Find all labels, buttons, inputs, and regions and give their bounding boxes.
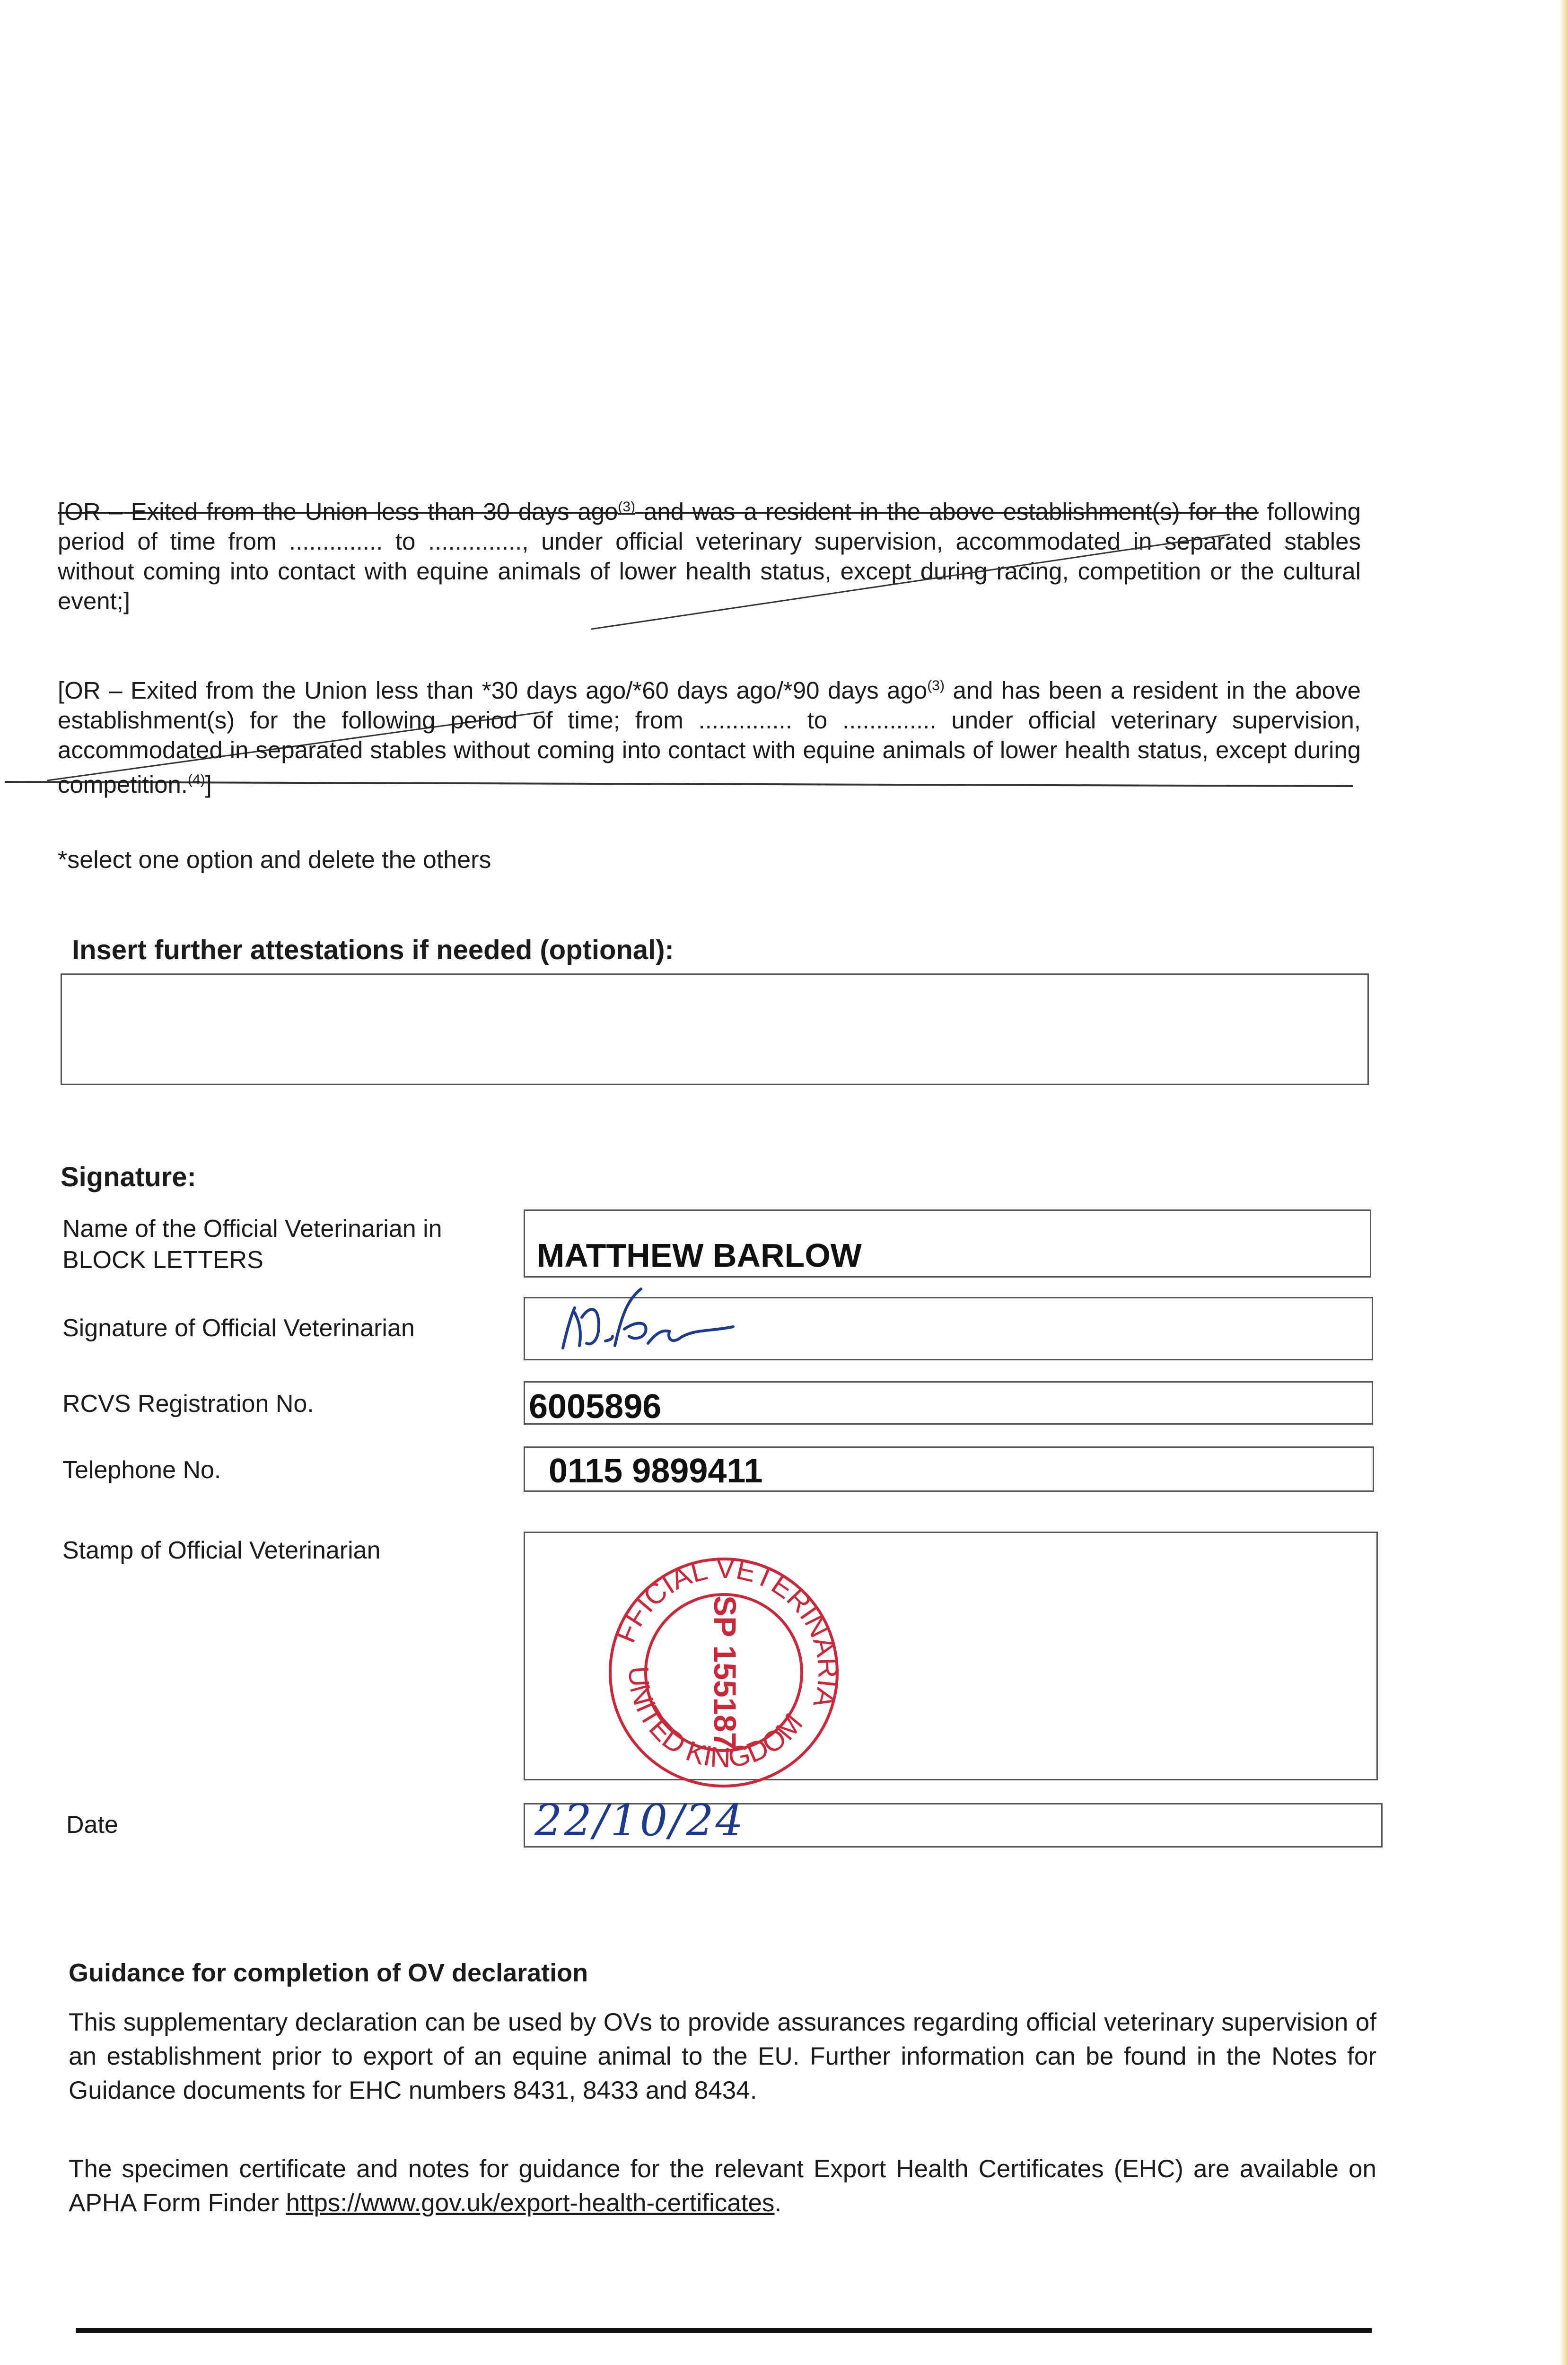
name-field[interactable] bbox=[524, 1209, 1371, 1278]
stamp-field[interactable] bbox=[524, 1532, 1378, 1780]
name-label: Name of the Official Veterinarian in BLOCK LETTERS bbox=[62, 1215, 442, 1274]
signature-mark bbox=[553, 1284, 837, 1360]
export-health-certificates-link[interactable]: https://www.gov.uk/export-health-certificates bbox=[286, 2189, 775, 2217]
stamp-bottom-text: UNITED KINGDOM bbox=[622, 1665, 809, 1774]
date-value: 22/10/24 bbox=[534, 1795, 745, 1846]
option-2-text: [OR – Exited from the Union less than *30 days ago/*60 days ago/*90 days ago$^{(3)}$ and has been a resident in the above establishment(s) for the following period of time; from .............. to .............. under official veterinary supervision, accommodated in separated stables without coming into contact with equine animals of lower health status, except during competition.$^{(4)}$] bbox=[58, 677, 1361, 798]
select-option-note: *select one option and delete the others bbox=[58, 846, 491, 874]
stamp-label: Stamp of Official Veterinarian bbox=[62, 1537, 381, 1564]
signature-field[interactable] bbox=[524, 1297, 1373, 1360]
stamp-number: SP 155187 bbox=[708, 1595, 743, 1750]
signature-label: Signature of Official Veterinarian bbox=[62, 1314, 415, 1342]
signature-heading: Signature: bbox=[61, 1162, 196, 1192]
option-1-struck-line: [OR – Exited from the Union less than 30 days ago$^{(3)}$ and was a resident in the above establishment(s) for the bbox=[58, 498, 1259, 525]
footer-rule bbox=[76, 2328, 1372, 2333]
date-label: Date bbox=[66, 1811, 118, 1839]
name-value: MATTHEW BARLOW bbox=[537, 1237, 862, 1274]
guidance-heading: Guidance for completion of OV declaration bbox=[69, 1959, 588, 1987]
rcvs-value: 6005896 bbox=[529, 1388, 662, 1426]
rcvs-field[interactable] bbox=[524, 1381, 1373, 1425]
attestations-box[interactable] bbox=[61, 973, 1369, 1085]
date-field[interactable] bbox=[524, 1795, 1383, 1848]
official-stamp bbox=[591, 1540, 856, 1805]
telephone-value: 0115 9899411 bbox=[549, 1452, 763, 1490]
guidance-paragraph-1: This supplementary declaration can be used by OVs to provide assurances regarding official veterinary supervision of an establishment prior to export of an equine animal to the EU. Further information can be found in the Notes for Guidance documents for EHC numbers 8431, 8433 and 8434. bbox=[69, 2008, 1376, 2104]
guidance-paragraph-2: The specimen certificate and notes for guidance for the relevant Export Health Certificates (EHC) are available on APHA Form Finder https://www.gov.uk/export-health-certificates. bbox=[69, 2155, 1376, 2217]
telephone-label: Telephone No. bbox=[62, 1456, 221, 1484]
rcvs-label: RCVS Registration No. bbox=[62, 1390, 314, 1418]
stamp-top-text: OFFICIAL VETERINARIAN bbox=[609, 1552, 844, 1711]
telephone-field[interactable] bbox=[524, 1446, 1374, 1492]
option-1-rest: following period of time from .............. to .............., under official veterinary supervision, accommodated in separated stables without coming into contact with equine animals of lower health status, except during racing, competition or the cultural event;] bbox=[58, 498, 1361, 614]
attestations-heading: Insert further attestations if needed (optional): bbox=[72, 935, 674, 965]
